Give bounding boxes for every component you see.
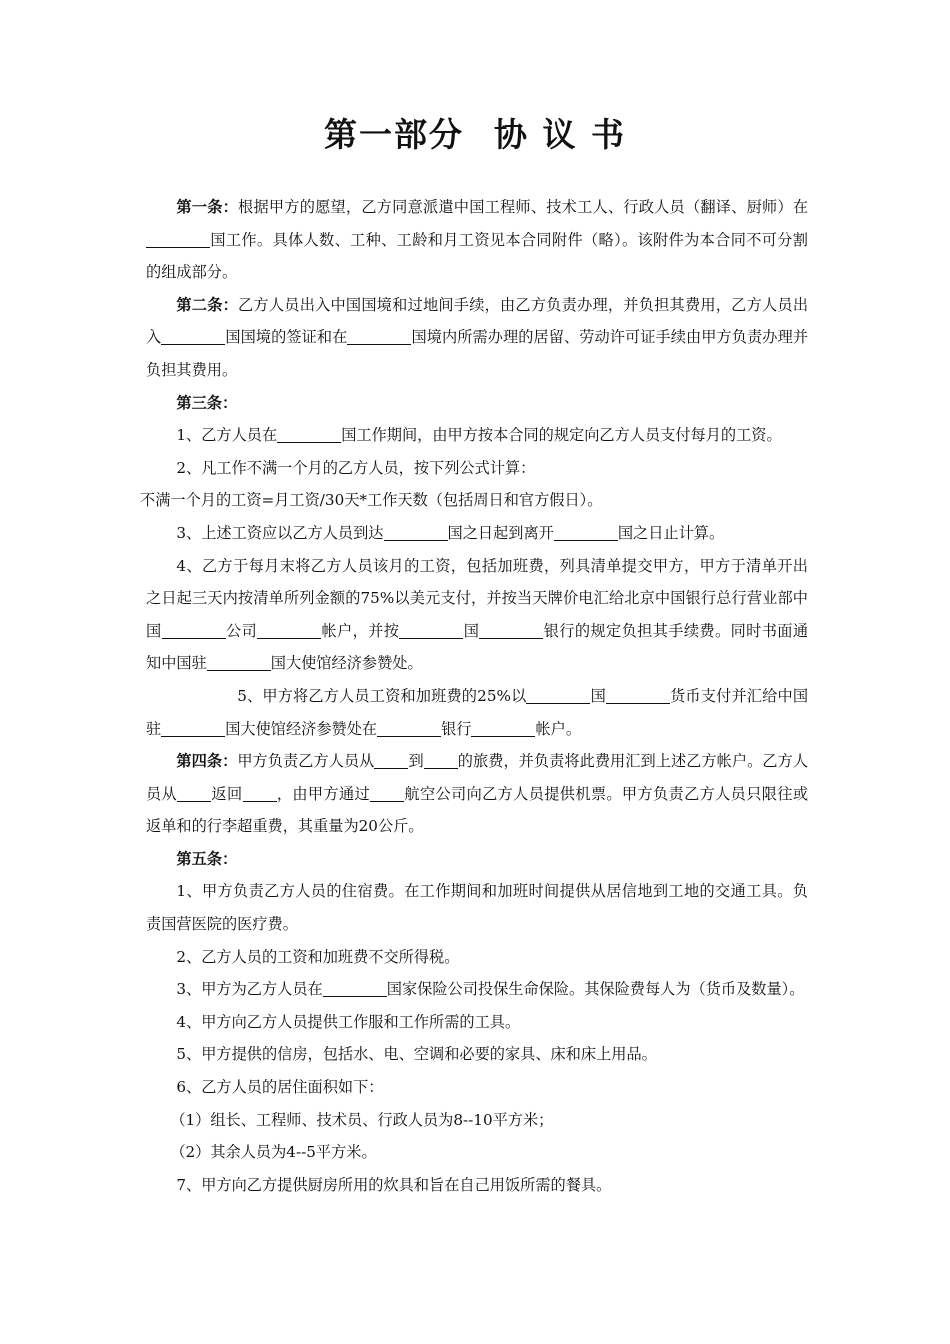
article-5-clause-6: 6、乙方人员的居住面积如下： [176,1078,384,1097]
article-5-clause-4: 4、甲方向乙方人员提供工作服和工作所需的工具。 [176,1012,521,1031]
article-label: 第四条： [176,752,238,771]
page-title [0,112,950,158]
blank-line [526,688,590,704]
blank-line [257,623,321,639]
blank-line [370,786,404,802]
blank-line [471,720,535,736]
title-part: 第一部分 [324,115,464,154]
blank-line [424,753,458,769]
blank-line [162,623,226,639]
blank-line [606,688,670,704]
document-body [140,191,809,1201]
article-4: 第四条：甲方负责乙方人员从 到 的旅费，并负责将此费用汇到上述乙方帐户。乙方人员从 返回 ，由甲方通过 航空公司向乙方人员提供机票。甲方负责乙方人员只限往或返单和的行李超重费，其重量为20公斤。 [146,752,809,836]
article-5-clause-7: 7、甲方向乙方提供厨房所用的炊具和旨在自己用饭所需的餐具。 [176,1175,612,1194]
article-label: 第五条： [176,849,238,868]
blank-line [377,720,441,736]
title-name: 协 议 书 [494,115,626,154]
article-1: 第一条：根据甲方的愿望，乙方同意派遣中国工程师、技术工人、行政人员（翻译、厨师）在国工作。具体人数、工种、工龄和月工资见本合同附件（略）。该附件为本合同不可分割的组成部分。 [146,198,809,282]
blank-line [479,623,543,639]
article-5-clause-5: 5、甲方提供的信房，包括水、电、空调和必要的家具、床和床上用品。 [176,1045,657,1064]
article-label: 第二条： [176,295,239,314]
blank-line [207,655,271,671]
article-5-clause-1: 1、甲方负责乙方人员的住宿费。在工作期间和加班时间提供从居信地到工地的交通工具。负责国营医院的医疗费。 [146,882,808,934]
blank-line [243,786,277,802]
article-5-clause-2: 2、乙方人员的工资和加班费不交所得税。 [176,947,460,966]
article-2: 第二条：乙方人员出入中国国境和过地间手续，由乙方负责办理，并负担其费用，乙方人员出入 国国境的签证和在 国境内所需办理的居留、劳动许可证手续由甲方负责办理并负担其费用。 [146,295,809,379]
blank-line [146,231,210,247]
blank-line [161,329,225,345]
blank-line [347,329,411,345]
article-3-clause-1: 1、乙方人员在 国工作期间，由甲方按本合同的规定向乙方人员支付每月的工资。 [176,426,782,445]
blank-line [177,786,211,802]
blank-line [399,623,463,639]
article-3-clause-2: 2、凡工作不满一个月的乙方人员，按下列公式计算： [176,458,536,477]
blank-line [161,720,225,736]
blank-line [384,525,448,541]
blank-line [554,525,618,541]
article-5-clause-6-item-2: （2）其余人员为4--5平方米。 [170,1143,377,1162]
blank-line [277,427,341,443]
article-label: 第三条： [176,393,238,412]
article-5-heading [146,843,808,876]
article-label: 第一条： [176,198,239,216]
article-5-clause-3: 3、甲方为乙方人员在 国家保险公司投保生命保险。其保险费每人为（货币及数量）。 [176,980,805,999]
article-3-clause-5: 5、甲方将乙方人员工资和加班费的25%以 国 货币支付并汇给中国驻 国大使馆经济参赞处在 银行 帐户。 [146,686,809,738]
salary-formula: 不满一个月的工资=月工资/30天*工作天数（包括周日和官方假日）。 [140,491,603,510]
article-3-heading [146,387,808,420]
article-3-clause-3: 3、上述工资应以乙方人员到达 国之日起到离开 国之日止计算。 [176,523,725,542]
article-3-clause-4: 4、乙方于每月末将乙方人员该月的工资，包括加班费，列具清单提交甲方，甲方于清单开出之日起三天内按清单所列金额的75%以美元支付，并按当天牌价电汇给北京中国银行总行营业部中国 公司 帐户，并按 国 银行的规定负担其手续费。同时书面通知中国驻 国大使馆经济参赞处。 [146,556,809,673]
blank-line [323,981,387,997]
blank-line [374,753,408,769]
article-5-clause-6-item-1: （1）组长、工程师、技术员、行政人员为8--10平方米； [170,1110,554,1129]
